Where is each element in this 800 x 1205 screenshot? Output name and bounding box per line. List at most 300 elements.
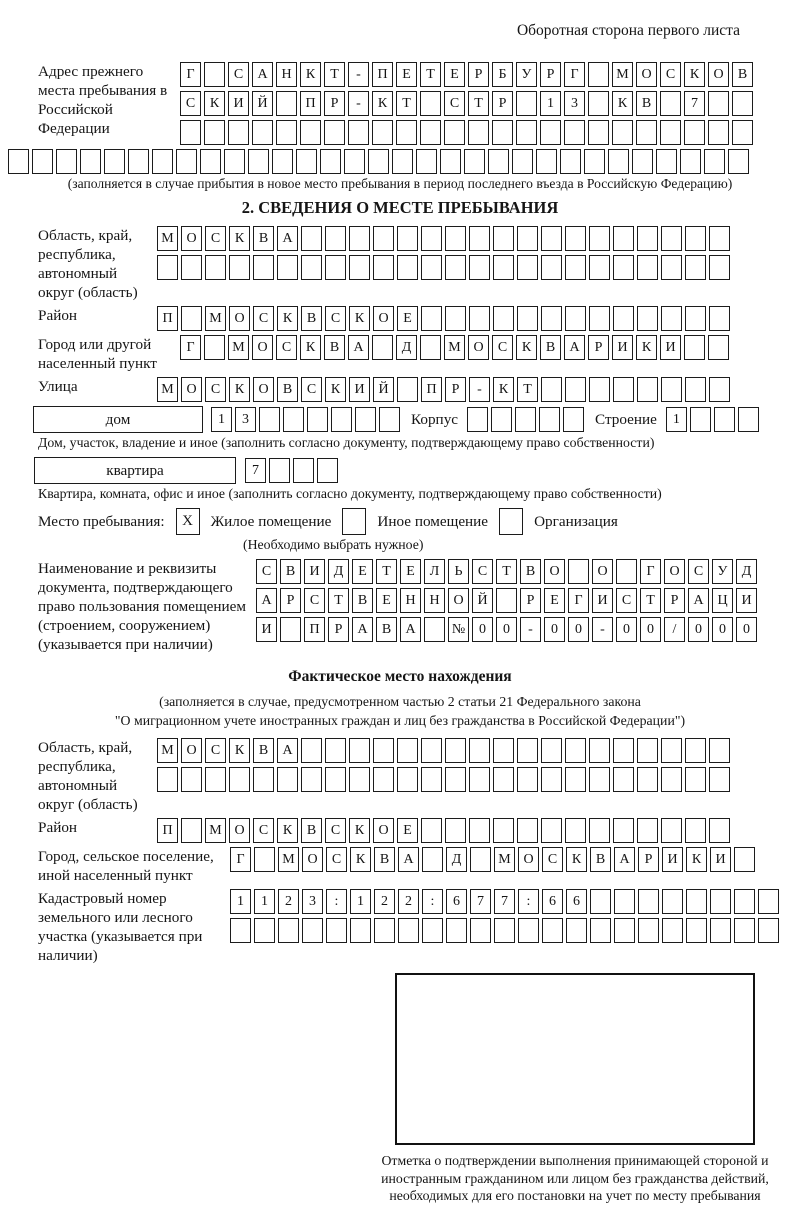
char-box[interactable]: С	[660, 62, 681, 87]
char-box[interactable]: К	[300, 335, 321, 360]
char-box[interactable]	[590, 918, 611, 943]
char-box[interactable]	[710, 918, 731, 943]
char-box[interactable]: Т	[396, 91, 417, 116]
char-box[interactable]	[685, 306, 706, 331]
char-box[interactable]	[685, 255, 706, 280]
char-box[interactable]: К	[686, 847, 707, 872]
char-box[interactable]: К	[325, 377, 346, 402]
char-box[interactable]: К	[349, 818, 370, 843]
char-box[interactable]	[685, 738, 706, 763]
char-box[interactable]	[613, 767, 634, 792]
char-box[interactable]: М	[157, 226, 178, 251]
char-box[interactable]	[469, 767, 490, 792]
char-box[interactable]: К	[372, 91, 393, 116]
char-box[interactable]	[373, 255, 394, 280]
checkbox-residential[interactable]: X	[176, 508, 200, 535]
char-box[interactable]	[709, 767, 730, 792]
char-box[interactable]	[661, 377, 682, 402]
char-box[interactable]: У	[712, 559, 733, 584]
char-box[interactable]	[684, 335, 705, 360]
char-box[interactable]	[204, 335, 225, 360]
char-box[interactable]: В	[301, 306, 322, 331]
char-box[interactable]	[660, 91, 681, 116]
char-box[interactable]	[709, 738, 730, 763]
char-box[interactable]: 1	[230, 889, 251, 914]
char-box[interactable]	[104, 149, 125, 174]
char-box[interactable]	[516, 91, 537, 116]
char-box[interactable]	[307, 407, 328, 432]
char-box[interactable]: С	[472, 559, 493, 584]
char-box[interactable]: 3	[302, 889, 323, 914]
char-box[interactable]: В	[374, 847, 395, 872]
char-box[interactable]	[349, 255, 370, 280]
char-box[interactable]	[277, 255, 298, 280]
char-box[interactable]: Й	[373, 377, 394, 402]
char-box[interactable]: С	[276, 335, 297, 360]
char-box[interactable]	[709, 377, 730, 402]
char-box[interactable]: В	[280, 559, 301, 584]
char-box[interactable]: Р	[445, 377, 466, 402]
char-box[interactable]: С	[325, 306, 346, 331]
char-box[interactable]	[468, 120, 489, 145]
char-box[interactable]	[704, 149, 725, 174]
char-box[interactable]: В	[732, 62, 753, 87]
char-box[interactable]: С	[301, 377, 322, 402]
char-box[interactable]	[685, 226, 706, 251]
char-box[interactable]: И	[349, 377, 370, 402]
char-box[interactable]: В	[253, 738, 274, 763]
char-box[interactable]	[331, 407, 352, 432]
char-box[interactable]	[662, 918, 683, 943]
char-box[interactable]	[613, 255, 634, 280]
char-box[interactable]	[320, 149, 341, 174]
char-box[interactable]: В	[253, 226, 274, 251]
char-box[interactable]	[372, 120, 393, 145]
char-box[interactable]	[708, 120, 729, 145]
char-box[interactable]	[685, 377, 706, 402]
char-box[interactable]: К	[516, 335, 537, 360]
char-box[interactable]	[254, 918, 275, 943]
char-box[interactable]: Н	[400, 588, 421, 613]
char-box[interactable]: О	[181, 377, 202, 402]
char-box[interactable]: С	[304, 588, 325, 613]
char-box[interactable]: С	[205, 226, 226, 251]
char-box[interactable]	[734, 918, 755, 943]
char-box[interactable]: М	[278, 847, 299, 872]
char-box[interactable]: М	[494, 847, 515, 872]
char-box[interactable]	[493, 226, 514, 251]
char-box[interactable]: О	[252, 335, 273, 360]
char-box[interactable]: Й	[472, 588, 493, 613]
char-box[interactable]	[248, 149, 269, 174]
char-box[interactable]	[616, 559, 637, 584]
char-box[interactable]: О	[229, 306, 250, 331]
char-box[interactable]	[467, 407, 488, 432]
char-box[interactable]: Р	[540, 62, 561, 87]
char-box[interactable]	[680, 149, 701, 174]
char-box[interactable]	[392, 149, 413, 174]
char-box[interactable]: И	[228, 91, 249, 116]
char-box[interactable]: О	[181, 738, 202, 763]
char-box[interactable]: Т	[640, 588, 661, 613]
char-box[interactable]	[738, 407, 759, 432]
char-box[interactable]: 7	[470, 889, 491, 914]
char-box[interactable]	[229, 767, 250, 792]
char-box[interactable]	[492, 120, 513, 145]
char-box[interactable]: А	[277, 226, 298, 251]
char-box[interactable]	[494, 918, 515, 943]
char-box[interactable]: А	[400, 617, 421, 642]
char-box[interactable]	[589, 738, 610, 763]
char-box[interactable]	[176, 149, 197, 174]
char-box[interactable]: М	[205, 818, 226, 843]
char-box[interactable]	[686, 889, 707, 914]
char-box[interactable]	[661, 738, 682, 763]
char-box[interactable]: А	[564, 335, 585, 360]
char-box[interactable]	[317, 458, 338, 483]
char-box[interactable]: Д	[396, 335, 417, 360]
char-box[interactable]: О	[708, 62, 729, 87]
char-box[interactable]: Р	[638, 847, 659, 872]
char-box[interactable]: Е	[376, 588, 397, 613]
char-box[interactable]	[565, 377, 586, 402]
char-box[interactable]: Р	[328, 617, 349, 642]
char-box[interactable]	[296, 149, 317, 174]
char-box[interactable]	[293, 458, 314, 483]
char-box[interactable]	[397, 226, 418, 251]
char-box[interactable]	[541, 255, 562, 280]
char-box[interactable]: Е	[397, 818, 418, 843]
char-box[interactable]: О	[592, 559, 613, 584]
char-box[interactable]: А	[256, 588, 277, 613]
char-box[interactable]	[589, 255, 610, 280]
char-box[interactable]: М	[157, 738, 178, 763]
char-box[interactable]	[324, 120, 345, 145]
char-box[interactable]: Й	[252, 91, 273, 116]
char-box[interactable]: 6	[542, 889, 563, 914]
char-box[interactable]: С	[256, 559, 277, 584]
checkbox-organization[interactable]	[499, 508, 523, 535]
char-box[interactable]: 1	[254, 889, 275, 914]
char-box[interactable]	[373, 767, 394, 792]
char-box[interactable]: К	[204, 91, 225, 116]
char-box[interactable]	[128, 149, 149, 174]
char-box[interactable]: О	[229, 818, 250, 843]
char-box[interactable]: Т	[468, 91, 489, 116]
char-box[interactable]	[348, 120, 369, 145]
char-box[interactable]	[517, 818, 538, 843]
char-box[interactable]	[421, 306, 442, 331]
char-box[interactable]	[445, 738, 466, 763]
char-box[interactable]	[709, 226, 730, 251]
char-box[interactable]	[204, 62, 225, 87]
char-box[interactable]: 0	[472, 617, 493, 642]
char-box[interactable]	[590, 889, 611, 914]
char-box[interactable]	[445, 255, 466, 280]
char-box[interactable]	[325, 738, 346, 763]
char-box[interactable]	[613, 738, 634, 763]
char-box[interactable]	[180, 120, 201, 145]
char-box[interactable]	[229, 255, 250, 280]
char-box[interactable]: Т	[328, 588, 349, 613]
char-box[interactable]	[613, 306, 634, 331]
char-box[interactable]	[541, 377, 562, 402]
char-box[interactable]: С	[492, 335, 513, 360]
char-box[interactable]	[421, 738, 442, 763]
char-box[interactable]: С	[205, 738, 226, 763]
char-box[interactable]: Е	[444, 62, 465, 87]
char-box[interactable]	[469, 226, 490, 251]
char-box[interactable]: Р	[492, 91, 513, 116]
char-box[interactable]	[589, 377, 610, 402]
char-box[interactable]	[445, 226, 466, 251]
char-box[interactable]: -	[469, 377, 490, 402]
char-box[interactable]	[661, 767, 682, 792]
char-box[interactable]	[283, 407, 304, 432]
char-box[interactable]: А	[348, 335, 369, 360]
char-box[interactable]	[613, 226, 634, 251]
char-box[interactable]	[714, 407, 735, 432]
char-box[interactable]: В	[376, 617, 397, 642]
char-box[interactable]	[566, 918, 587, 943]
char-box[interactable]: В	[324, 335, 345, 360]
char-box[interactable]	[541, 818, 562, 843]
char-box[interactable]	[326, 918, 347, 943]
char-box[interactable]	[568, 559, 589, 584]
char-box[interactable]	[686, 918, 707, 943]
char-box[interactable]	[397, 767, 418, 792]
char-box[interactable]: 1	[540, 91, 561, 116]
char-box[interactable]	[685, 818, 706, 843]
char-box[interactable]	[470, 918, 491, 943]
char-box[interactable]	[589, 767, 610, 792]
char-box[interactable]: 0	[496, 617, 517, 642]
char-box[interactable]: О	[181, 226, 202, 251]
char-box[interactable]: -	[348, 62, 369, 87]
char-box[interactable]: Е	[352, 559, 373, 584]
char-box[interactable]: В	[301, 818, 322, 843]
char-box[interactable]	[420, 91, 441, 116]
char-box[interactable]	[350, 918, 371, 943]
char-box[interactable]	[709, 255, 730, 280]
char-box[interactable]	[660, 120, 681, 145]
char-box[interactable]	[588, 120, 609, 145]
char-box[interactable]: Р	[280, 588, 301, 613]
char-box[interactable]	[565, 818, 586, 843]
char-box[interactable]: Г	[180, 62, 201, 87]
char-box[interactable]: М	[444, 335, 465, 360]
char-box[interactable]	[690, 407, 711, 432]
char-box[interactable]	[397, 255, 418, 280]
char-box[interactable]	[541, 306, 562, 331]
char-box[interactable]: Е	[397, 306, 418, 331]
char-box[interactable]: И	[736, 588, 757, 613]
char-box[interactable]	[496, 588, 517, 613]
char-box[interactable]	[272, 149, 293, 174]
char-box[interactable]: К	[277, 306, 298, 331]
char-box[interactable]	[563, 407, 584, 432]
char-box[interactable]: 0	[688, 617, 709, 642]
char-box[interactable]	[469, 738, 490, 763]
char-box[interactable]: С	[253, 306, 274, 331]
char-box[interactable]	[493, 738, 514, 763]
char-box[interactable]: С	[228, 62, 249, 87]
char-box[interactable]: Р	[664, 588, 685, 613]
char-box[interactable]: Г	[568, 588, 589, 613]
char-box[interactable]	[637, 377, 658, 402]
char-box[interactable]	[732, 120, 753, 145]
char-box[interactable]: И	[304, 559, 325, 584]
char-box[interactable]: О	[253, 377, 274, 402]
char-box[interactable]: Т	[324, 62, 345, 87]
char-box[interactable]: А	[614, 847, 635, 872]
char-box[interactable]	[56, 149, 77, 174]
char-box[interactable]: Е	[544, 588, 565, 613]
char-box[interactable]	[565, 306, 586, 331]
char-box[interactable]	[398, 918, 419, 943]
char-box[interactable]: С	[616, 588, 637, 613]
char-box[interactable]	[325, 255, 346, 280]
char-box[interactable]	[301, 226, 322, 251]
char-box[interactable]	[205, 767, 226, 792]
char-box[interactable]: Ц	[712, 588, 733, 613]
char-box[interactable]	[444, 120, 465, 145]
char-box[interactable]: С	[444, 91, 465, 116]
char-box[interactable]: С	[688, 559, 709, 584]
char-box[interactable]	[372, 335, 393, 360]
char-box[interactable]: А	[252, 62, 273, 87]
char-box[interactable]: 1	[666, 407, 687, 432]
char-box[interactable]: О	[302, 847, 323, 872]
char-box[interactable]	[637, 818, 658, 843]
char-box[interactable]	[397, 377, 418, 402]
char-box[interactable]	[349, 226, 370, 251]
char-box[interactable]: Р	[468, 62, 489, 87]
char-box[interactable]: Ь	[448, 559, 469, 584]
char-box[interactable]	[656, 149, 677, 174]
char-box[interactable]	[301, 738, 322, 763]
char-box[interactable]	[589, 226, 610, 251]
char-box[interactable]	[613, 818, 634, 843]
char-box[interactable]	[493, 255, 514, 280]
char-box[interactable]: К	[300, 62, 321, 87]
char-box[interactable]	[540, 120, 561, 145]
char-box[interactable]: Л	[424, 559, 445, 584]
char-box[interactable]	[422, 918, 443, 943]
char-box[interactable]	[440, 149, 461, 174]
char-box[interactable]: О	[373, 818, 394, 843]
char-box[interactable]	[684, 120, 705, 145]
char-box[interactable]	[612, 120, 633, 145]
char-box[interactable]	[588, 91, 609, 116]
char-box[interactable]	[181, 306, 202, 331]
char-box[interactable]	[560, 149, 581, 174]
char-box[interactable]: И	[592, 588, 613, 613]
char-box[interactable]	[584, 149, 605, 174]
char-box[interactable]: А	[277, 738, 298, 763]
char-box[interactable]: К	[566, 847, 587, 872]
char-box[interactable]: К	[612, 91, 633, 116]
char-box[interactable]	[230, 918, 251, 943]
char-box[interactable]	[152, 149, 173, 174]
char-box[interactable]: -	[520, 617, 541, 642]
char-box[interactable]	[516, 120, 537, 145]
char-box[interactable]	[614, 918, 635, 943]
char-box[interactable]	[397, 738, 418, 763]
char-box[interactable]	[228, 120, 249, 145]
char-box[interactable]	[541, 226, 562, 251]
char-box[interactable]: 0	[712, 617, 733, 642]
char-box[interactable]	[254, 847, 275, 872]
char-box[interactable]: О	[448, 588, 469, 613]
char-box[interactable]	[542, 918, 563, 943]
char-box[interactable]	[301, 255, 322, 280]
char-box[interactable]	[758, 889, 779, 914]
char-box[interactable]: О	[636, 62, 657, 87]
char-box[interactable]: :	[422, 889, 443, 914]
char-box[interactable]	[637, 306, 658, 331]
char-box[interactable]	[709, 306, 730, 331]
char-box[interactable]	[565, 255, 586, 280]
char-box[interactable]	[493, 818, 514, 843]
char-box[interactable]: Г	[180, 335, 201, 360]
char-box[interactable]	[349, 738, 370, 763]
char-box[interactable]: В	[590, 847, 611, 872]
char-box[interactable]: 2	[374, 889, 395, 914]
char-box[interactable]	[589, 818, 610, 843]
char-box[interactable]	[8, 149, 29, 174]
char-box[interactable]	[253, 767, 274, 792]
char-box[interactable]	[446, 918, 467, 943]
char-box[interactable]	[276, 91, 297, 116]
char-box[interactable]	[445, 818, 466, 843]
char-box[interactable]: Г	[640, 559, 661, 584]
char-box[interactable]	[420, 120, 441, 145]
char-box[interactable]: А	[688, 588, 709, 613]
char-box[interactable]: 0	[616, 617, 637, 642]
char-box[interactable]: 0	[544, 617, 565, 642]
char-box[interactable]	[709, 818, 730, 843]
char-box[interactable]: С	[180, 91, 201, 116]
char-box[interactable]	[181, 767, 202, 792]
char-box[interactable]: И	[660, 335, 681, 360]
char-box[interactable]: :	[326, 889, 347, 914]
char-box[interactable]	[517, 306, 538, 331]
char-box[interactable]	[708, 335, 729, 360]
char-box[interactable]	[445, 767, 466, 792]
char-box[interactable]	[685, 767, 706, 792]
char-box[interactable]: С	[542, 847, 563, 872]
char-box[interactable]: М	[157, 377, 178, 402]
char-box[interactable]	[661, 306, 682, 331]
char-box[interactable]	[368, 149, 389, 174]
char-box[interactable]: В	[636, 91, 657, 116]
char-box[interactable]	[565, 767, 586, 792]
char-box[interactable]	[589, 306, 610, 331]
char-box[interactable]	[253, 255, 274, 280]
char-box[interactable]: К	[277, 818, 298, 843]
char-box[interactable]	[517, 255, 538, 280]
char-box[interactable]: 2	[278, 889, 299, 914]
char-box[interactable]: К	[229, 226, 250, 251]
char-box[interactable]	[259, 407, 280, 432]
char-box[interactable]: О	[468, 335, 489, 360]
char-box[interactable]: И	[662, 847, 683, 872]
char-box[interactable]: Р	[588, 335, 609, 360]
char-box[interactable]: 7	[245, 458, 266, 483]
char-box[interactable]	[632, 149, 653, 174]
char-box[interactable]: П	[300, 91, 321, 116]
